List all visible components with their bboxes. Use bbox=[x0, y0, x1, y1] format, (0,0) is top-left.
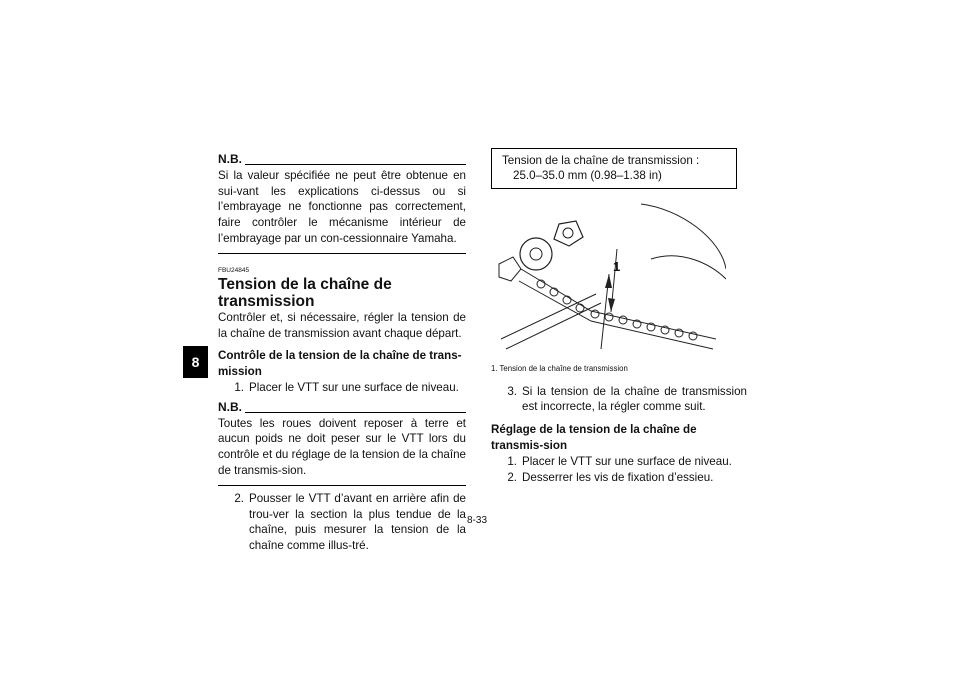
note-rule bbox=[245, 412, 466, 413]
step-2 bbox=[218, 491, 466, 554]
chapter-tab: 8 bbox=[183, 346, 208, 378]
step-text: Pousser le VTT d’avant en arrière afin de trou-ver la section la plus tendue de la chaîne, puis mesurer la tension de la chaîne comme illus-tré. bbox=[249, 491, 466, 553]
step-3 bbox=[491, 384, 747, 416]
step-1 bbox=[218, 380, 466, 396]
note-label: N.B. bbox=[218, 399, 242, 414]
step-number: 3. bbox=[507, 384, 517, 398]
step-number: 2. bbox=[507, 470, 517, 484]
intro-paragraph: Contrôler et, si nécessaire, régler la tension de la chaîne de transmission avant chaque départ. bbox=[218, 310, 466, 340]
step-text: Desserrer les vis de fixation d’essieu. bbox=[522, 470, 714, 484]
step-text: Placer le VTT sur une surface de niveau. bbox=[249, 380, 459, 394]
figure-callout: 1 bbox=[613, 259, 621, 274]
note-header bbox=[218, 400, 466, 416]
adjust-step-1 bbox=[491, 454, 747, 470]
step-number: 1. bbox=[234, 380, 244, 394]
spec-label: Tension de la chaîne de transmission : bbox=[502, 154, 700, 167]
note-end-rule bbox=[218, 485, 466, 486]
figure-caption: 1. Tension de la chaîne de transmission bbox=[491, 363, 628, 373]
adjust-step-2 bbox=[491, 470, 747, 486]
note-text: Si la valeur spécifiée ne peut être obtenue en sui-vant les explications ci-dessus ou si l’embrayage ne fonctionne pas correctement, faire contrôler le mécanisme intérieur de l’embrayage par un con-cessionnaire Yamaha. bbox=[218, 168, 466, 245]
chain-tension-illustration bbox=[491, 199, 726, 354]
section-heading: Tension de la chaîne de transmission bbox=[218, 275, 392, 310]
section-code: FBU24845 bbox=[218, 266, 250, 274]
step-text: Placer le VTT sur une surface de niveau. bbox=[522, 454, 732, 468]
step-number: 1. bbox=[507, 454, 517, 468]
subheading-adjust: Réglage de la tension de la chaîne de transmis-sion bbox=[491, 423, 697, 452]
spec-value: 25.0–35.0 mm (0.98–1.38 in) bbox=[513, 169, 662, 182]
left-column bbox=[218, 152, 466, 554]
note-end-rule bbox=[218, 253, 466, 254]
subheading-check: Contrôle de la tension de la chaîne de trans-mission bbox=[218, 349, 462, 379]
note-rule bbox=[245, 164, 466, 165]
right-column bbox=[491, 148, 747, 485]
step-text: Si la tension de la chaîne de transmission est incorrecte, la régler comme suit. bbox=[522, 384, 747, 414]
note-header bbox=[218, 152, 466, 168]
note-label: N.B. bbox=[218, 152, 242, 166]
page-number: 8-33 bbox=[467, 515, 488, 526]
spec-box bbox=[491, 148, 737, 189]
note-text: Toutes les roues doivent reposer à terre et aucun poids ne doit peser sur le VTT lors du contrôle et du réglage de la tension de la chaîne de transmis-sion. bbox=[218, 416, 466, 477]
step-number: 2. bbox=[234, 491, 244, 505]
